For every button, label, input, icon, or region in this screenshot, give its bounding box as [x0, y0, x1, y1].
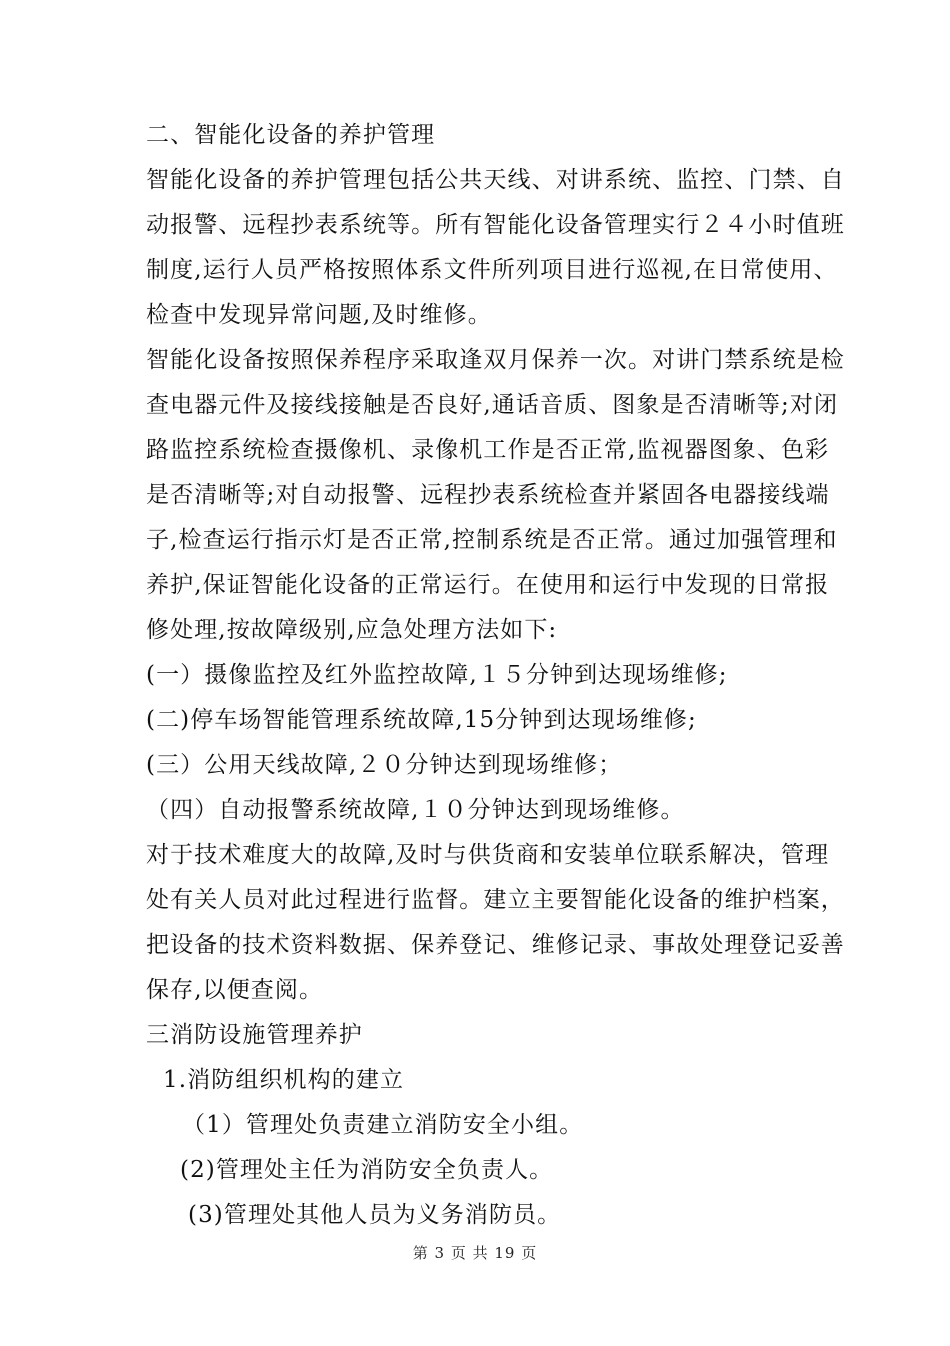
section-heading-smart-equipment: 二、智能化设备的养护管理 — [146, 122, 436, 148]
paragraph-line: 智能化设备按照保养程序采取逢双月保养一次。对讲门禁系统是检 — [146, 347, 845, 373]
page-number-footer: 第 3 页 共 19 页 — [412, 1244, 538, 1262]
paragraph-line: 查电器元件及接线接触是否良好,通话音质、图象是否清晰等;对闭 — [146, 392, 839, 418]
fault-response-item: (三）公用天线故障,２０分钟达到现场维修； — [146, 752, 623, 778]
list-item: (3)管理处其他人员为义务消防员。 — [188, 1202, 562, 1228]
paragraph-line: 子,检查运行指示灯是否正常,控制系统是否正常。通过加强管理和 — [146, 527, 838, 553]
paragraph-line: 养护,保证智能化设备的正常运行。在使用和运行中发现的日常报 — [146, 572, 830, 598]
subheading-fire-organization: 1.消防组织机构的建立 — [163, 1067, 405, 1093]
paragraph-line: 处有关人员对此过程进行监督。建立主要智能化设备的维护档案， — [146, 887, 845, 913]
paragraph-line: 保存,以便查阅。 — [146, 977, 324, 1003]
fault-response-item: (二)停车场智能管理系统故障,15分钟到达现场维修; — [146, 707, 697, 733]
paragraph-line: 动报警、远程抄表系统等。所有智能化设备管理实行２４小时值班 — [146, 212, 845, 238]
list-item: (2)管理处主任为消防安全负责人。 — [180, 1157, 554, 1183]
fault-response-item: (一）摄像监控及红外监控故障,１５分钟到达现场维修; — [146, 662, 728, 688]
paragraph-line: 智能化设备的养护管理包括公共天线、对讲系统、监控、门禁、自 — [146, 167, 845, 193]
fault-response-item: （四）自动报警系统故障,１０分钟达到现场维修。 — [146, 797, 685, 823]
paragraph-line: 制度,运行人员严格按照体系文件所列项目进行巡视,在日常使用、 — [146, 257, 838, 283]
paragraph-line: 路监控系统检查摄像机、录像机工作是否正常,监视器图象、色彩 — [146, 437, 830, 463]
paragraph-line: 把设备的技术资料数据、保养登记、维修记录、事故处理登记妥善 — [146, 932, 845, 958]
paragraph-line: 是否清晰等;对自动报警、远程抄表系统检查并紧固各电器接线端 — [146, 482, 830, 508]
paragraph-line: 修处理,按故障级别,应急处理方法如下: — [146, 617, 558, 643]
paragraph-line: 对于技术难度大的故障,及时与供货商和安装单位联系解决，管理 — [146, 842, 830, 868]
section-heading-fire-facilities: 三消防设施管理养护 — [146, 1022, 363, 1048]
paragraph-line: 检查中发现异常问题,及时维修。 — [146, 302, 492, 328]
list-item: （1）管理处负责建立消防安全小组。 — [182, 1112, 584, 1138]
